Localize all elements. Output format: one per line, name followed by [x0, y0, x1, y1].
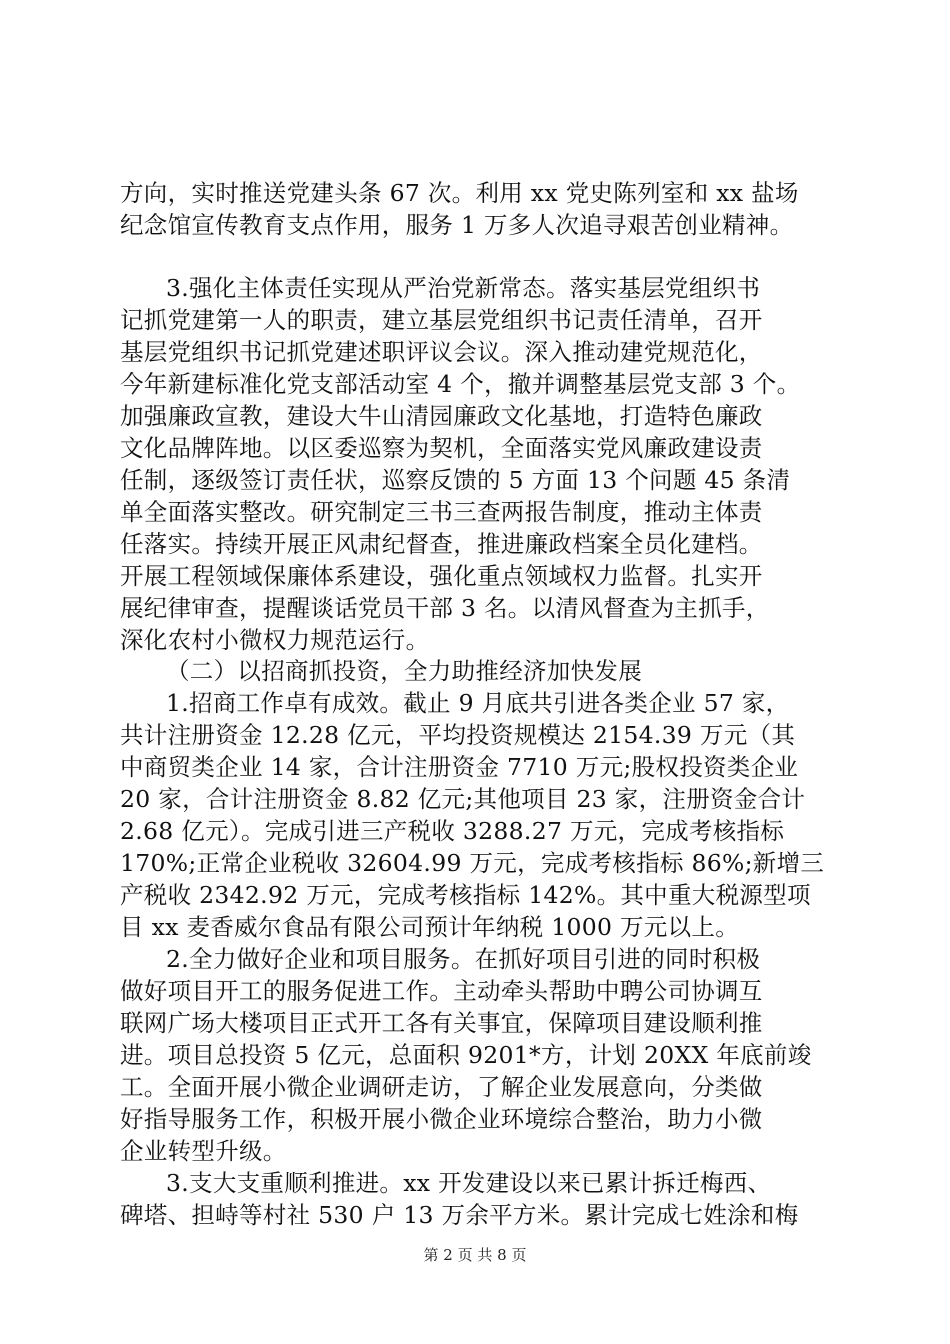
- text-line: 展纪律审查，提醒谈话党员干部 3 名。以清风督查为主抓手，: [120, 594, 770, 622]
- text-line: 170%;正常企业税收 32604.99 万元，完成考核指标 86%;新增三: [120, 849, 825, 877]
- text-line: 开展工程领域保廉体系建设，强化重点领域权力监督。扎实开: [120, 562, 763, 590]
- text-line: 2.全力做好企业和项目服务。在抓好项目引进的同时积极: [166, 945, 761, 973]
- text-line: 方向，实时推送党建头条 67 次。利用 xx 党史陈列室和 xx 盐场: [120, 179, 799, 207]
- text-line: 2.68 亿元）。完成引进三产税收 3288.27 万元，完成考核指标: [120, 817, 785, 845]
- text-line: 做好项目开工的服务促进工作。主动牵头帮助中聘公司协调互: [120, 977, 763, 1005]
- text-line: 深化农村小微权力规范运行。: [120, 626, 430, 654]
- text-line: 进。项目总投资 5 亿元，总面积 9201*方，计划 20XX 年底前竣: [120, 1041, 812, 1069]
- text-line: 产税收 2342.92 万元，完成考核指标 142%。其中重大税源型项: [120, 881, 811, 909]
- text-line: 企业转型升级。: [120, 1137, 287, 1165]
- text-line: 20 家，合计注册资金 8.82 亿元;其他项目 23 家，注册资金合计: [120, 785, 806, 813]
- text-line: 工。全面开展小微企业调研走访，了解企业发展意向，分类做: [120, 1073, 763, 1101]
- text-line: 共计注册资金 12.28 亿元，平均投资规模达 2154.39 万元（其: [120, 721, 796, 749]
- text-line: 单全面落实整改。研究制定三书三查两报告制度，推动主体责: [120, 498, 763, 526]
- text-line: 基层党组织书记抓党建述职评议会议。深入推动建党规范化，: [120, 338, 763, 366]
- text-line: 1.招商工作卓有成效。截止 9 月底共引进各类企业 57 家，: [166, 689, 790, 717]
- text-line: 任制，逐级签订责任状，巡察反馈的 5 方面 13 个问题 45 条清: [120, 466, 791, 494]
- text-line: 加强廉政宣教，建设大牛山清园廉政文化基地，打造特色廉政: [120, 402, 763, 430]
- text-line: 记抓党建第一人的职责，建立基层党组织书记责任清单，召开: [120, 306, 763, 334]
- text-line: 好指导服务工作，积极开展小微企业环境综合整治，助力小微: [120, 1105, 763, 1133]
- text-line: 中商贸类企业 14 家，合计注册资金 7710 万元;股权投资类企业: [120, 753, 799, 781]
- text-line: 任落实。持续开展正风肃纪督查，推进廉政档案全员化建档。: [120, 530, 763, 558]
- text-line: 今年新建标准化党支部活动室 4 个，撤并调整基层党支部 3 个。: [120, 370, 801, 398]
- page-number-footer: 第 2 页 共 8 页: [423, 1246, 527, 1264]
- text-line: 联网广场大楼项目正式开工各有关事宜，保障项目建设顺利推: [120, 1009, 763, 1037]
- text-line: 3.强化主体责任实现从严治党新常态。落实基层党组织书: [166, 274, 761, 302]
- text-line: 目 xx 麦香威尔食品有限公司预计年纳税 1000 万元以上。: [120, 913, 739, 941]
- text-line: 纪念馆宣传教育支点作用，服务 1 万多人次追寻艰苦创业精神。: [120, 211, 794, 239]
- text-line: 文化品牌阵地。以区委巡察为契机，全面落实党风廉政建设责: [120, 434, 763, 462]
- text-line: 碑塔、担峙等村社 530 户 13 万余平方米。累计完成七姓涂和梅: [120, 1201, 799, 1229]
- text-line: 3.支大支重顺利推进。xx 开发建设以来已累计拆迁梅西、: [166, 1169, 772, 1197]
- section-heading: （二）以招商抓投资，全力助推经济加快发展: [166, 657, 642, 685]
